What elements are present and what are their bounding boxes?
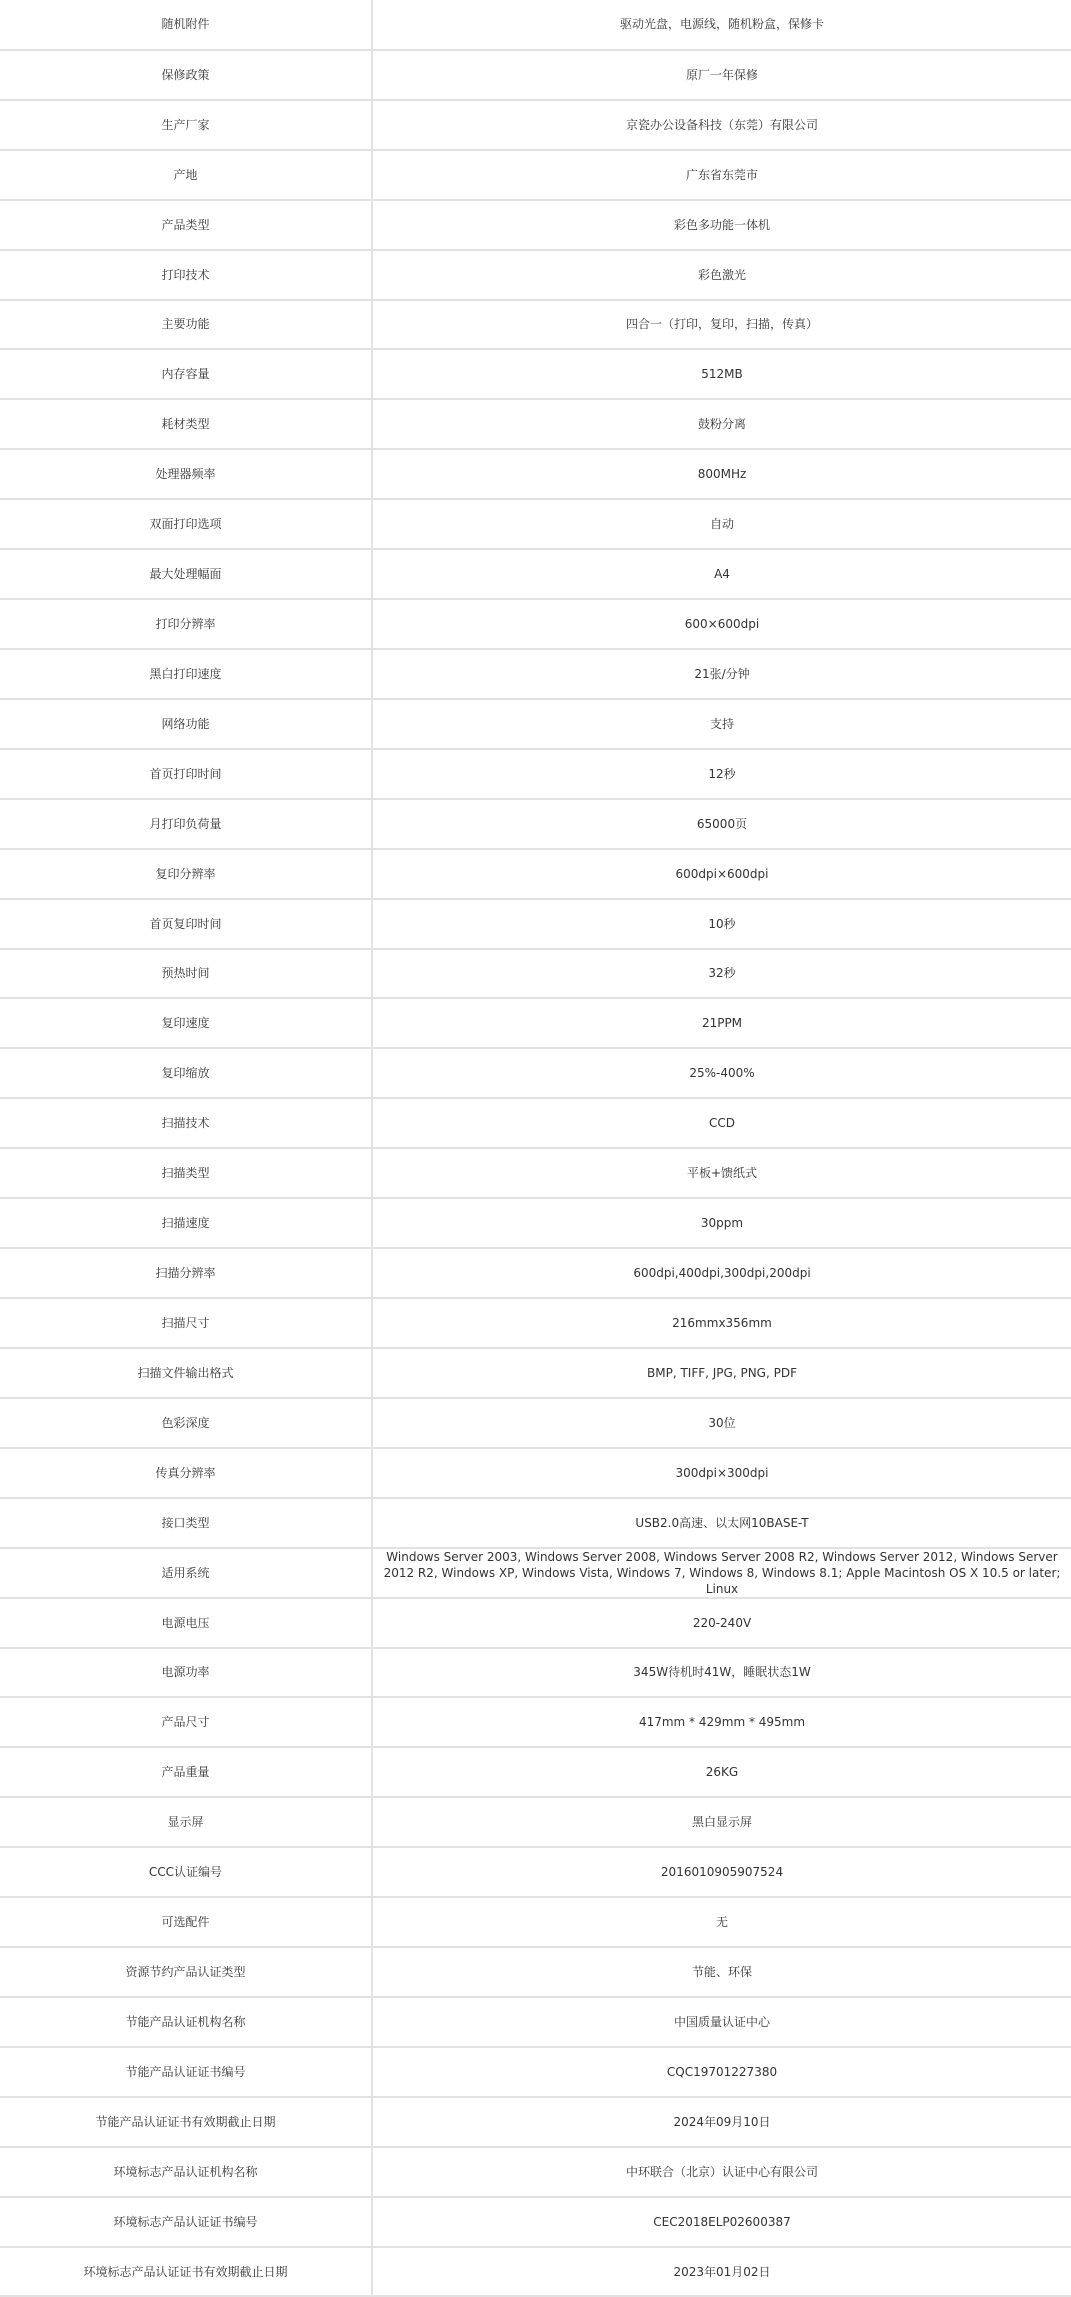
spec-label: 扫描技术 bbox=[0, 1098, 372, 1148]
spec-label: 扫描速度 bbox=[0, 1198, 372, 1248]
spec-row bbox=[0, 998, 1071, 1048]
spec-value: 800MHz bbox=[372, 449, 1071, 499]
spec-row bbox=[0, 1348, 1071, 1398]
spec-value: CQC19701227380 bbox=[372, 2047, 1071, 2097]
spec-label: 产品类型 bbox=[0, 200, 372, 250]
spec-value: 京瓷办公设备科技（东莞）有限公司 bbox=[372, 100, 1071, 150]
spec-value: 345W待机时41W，睡眠状态1W bbox=[372, 1648, 1071, 1698]
spec-value: 无 bbox=[372, 1897, 1071, 1947]
spec-label: 节能产品认证证书编号 bbox=[0, 2047, 372, 2097]
spec-value: BMP, TIFF, JPG, PNG, PDF bbox=[372, 1348, 1071, 1398]
spec-label: 节能产品认证机构名称 bbox=[0, 1997, 372, 2047]
spec-value: 支持 bbox=[372, 699, 1071, 749]
spec-row bbox=[0, 200, 1071, 250]
spec-value: 21张/分钟 bbox=[372, 649, 1071, 699]
spec-label: 主要功能 bbox=[0, 300, 372, 350]
spec-label: 首页打印时间 bbox=[0, 749, 372, 799]
spec-label: 复印分辨率 bbox=[0, 849, 372, 899]
spec-label: 显示屏 bbox=[0, 1797, 372, 1847]
spec-label: 预热时间 bbox=[0, 949, 372, 999]
spec-value: 四合一（打印，复印，扫描，传真） bbox=[372, 300, 1071, 350]
spec-label: 内存容量 bbox=[0, 349, 372, 399]
spec-row bbox=[0, 949, 1071, 999]
spec-row bbox=[0, 699, 1071, 749]
spec-value: 2024年09月10日 bbox=[372, 2097, 1071, 2147]
spec-label: 保修政策 bbox=[0, 50, 372, 100]
spec-row bbox=[0, 1697, 1071, 1747]
spec-label: 扫描类型 bbox=[0, 1148, 372, 1198]
spec-row bbox=[0, 1148, 1071, 1198]
spec-row bbox=[0, 1897, 1071, 1947]
spec-row bbox=[0, 50, 1071, 100]
spec-value: 中环联合（北京）认证中心有限公司 bbox=[372, 2147, 1071, 2197]
spec-row bbox=[0, 349, 1071, 399]
spec-row bbox=[0, 1947, 1071, 1997]
spec-value: CCD bbox=[372, 1098, 1071, 1148]
spec-value: 220-240V bbox=[372, 1598, 1071, 1648]
spec-value: 广东省东莞市 bbox=[372, 150, 1071, 200]
spec-label: CCC认证编号 bbox=[0, 1847, 372, 1897]
spec-value: 自动 bbox=[372, 499, 1071, 549]
spec-value: 12秒 bbox=[372, 749, 1071, 799]
spec-label: 打印技术 bbox=[0, 250, 372, 300]
spec-row bbox=[0, 2047, 1071, 2097]
spec-value: 2023年01月02日 bbox=[372, 2247, 1071, 2297]
spec-label: 生产厂家 bbox=[0, 100, 372, 150]
spec-row bbox=[0, 899, 1071, 949]
spec-value: 216mmx356mm bbox=[372, 1298, 1071, 1348]
spec-row bbox=[0, 2097, 1071, 2147]
spec-label: 黑白打印速度 bbox=[0, 649, 372, 699]
spec-value: 黑白显示屏 bbox=[372, 1797, 1071, 1847]
spec-value: 原厂一年保修 bbox=[372, 50, 1071, 100]
spec-value: 30位 bbox=[372, 1398, 1071, 1448]
spec-row bbox=[0, 250, 1071, 300]
spec-label: 适用系统 bbox=[0, 1548, 372, 1598]
spec-value: 21PPM bbox=[372, 998, 1071, 1048]
spec-value: A4 bbox=[372, 549, 1071, 599]
spec-row bbox=[0, 1847, 1071, 1897]
spec-value: 600dpi,400dpi,300dpi,200dpi bbox=[372, 1248, 1071, 1298]
spec-value: 65000页 bbox=[372, 799, 1071, 849]
spec-label: 扫描尺寸 bbox=[0, 1298, 372, 1348]
spec-value: 512MB bbox=[372, 349, 1071, 399]
spec-value: 300dpi×300dpi bbox=[372, 1448, 1071, 1498]
spec-row bbox=[0, 849, 1071, 899]
spec-label: 色彩深度 bbox=[0, 1398, 372, 1448]
spec-row bbox=[0, 0, 1071, 50]
spec-row bbox=[0, 2147, 1071, 2197]
spec-value: 彩色激光 bbox=[372, 250, 1071, 300]
spec-row bbox=[0, 549, 1071, 599]
spec-label: 资源节约产品认证类型 bbox=[0, 1947, 372, 1997]
spec-value: 平板+馈纸式 bbox=[372, 1148, 1071, 1198]
spec-row bbox=[0, 1498, 1071, 1548]
spec-row bbox=[0, 399, 1071, 449]
spec-value: 32秒 bbox=[372, 949, 1071, 999]
spec-row bbox=[0, 2197, 1071, 2247]
spec-value: 彩色多功能一体机 bbox=[372, 200, 1071, 250]
spec-row bbox=[0, 799, 1071, 849]
spec-row bbox=[0, 300, 1071, 350]
spec-label: 月打印负荷量 bbox=[0, 799, 372, 849]
spec-row bbox=[0, 1248, 1071, 1298]
spec-label: 接口类型 bbox=[0, 1498, 372, 1548]
spec-row bbox=[0, 2247, 1071, 2297]
spec-label: 扫描文件输出格式 bbox=[0, 1348, 372, 1398]
spec-row bbox=[0, 1797, 1071, 1847]
spec-value: 中国质量认证中心 bbox=[372, 1997, 1071, 2047]
spec-value: 600dpi×600dpi bbox=[372, 849, 1071, 899]
spec-row bbox=[0, 1398, 1071, 1448]
spec-row bbox=[0, 1048, 1071, 1098]
spec-label: 复印速度 bbox=[0, 998, 372, 1048]
spec-row bbox=[0, 1997, 1071, 2047]
spec-label: 随机附件 bbox=[0, 0, 372, 50]
spec-label: 电源电压 bbox=[0, 1598, 372, 1648]
spec-value: Windows Server 2003, Windows Server 2008, Windows Server 2008 R2, Windows Server 2012, Windows Server 2012 R2, Windows XP, Windows Vista, Windows 7, Windows 8, Windows 8.1; Apple Macintosh OS X 10.5 or later; Linux bbox=[372, 1548, 1071, 1598]
spec-label: 环境标志产品认证证书有效期截止日期 bbox=[0, 2247, 372, 2297]
spec-value: 26KG bbox=[372, 1747, 1071, 1797]
spec-label: 最大处理幅面 bbox=[0, 549, 372, 599]
spec-label: 传真分辨率 bbox=[0, 1448, 372, 1498]
spec-label: 产品重量 bbox=[0, 1747, 372, 1797]
spec-label: 节能产品认证证书有效期截止日期 bbox=[0, 2097, 372, 2147]
spec-row bbox=[0, 1298, 1071, 1348]
spec-row bbox=[0, 1198, 1071, 1248]
spec-row bbox=[0, 1548, 1071, 1598]
spec-label: 双面打印选项 bbox=[0, 499, 372, 549]
spec-label: 环境标志产品认证机构名称 bbox=[0, 2147, 372, 2197]
spec-value: CEC2018ELP02600387 bbox=[372, 2197, 1071, 2247]
spec-row bbox=[0, 499, 1071, 549]
spec-label: 首页复印时间 bbox=[0, 899, 372, 949]
spec-label: 耗材类型 bbox=[0, 399, 372, 449]
spec-value: 鼓粉分离 bbox=[372, 399, 1071, 449]
spec-value: USB2.0高速、以太网10BASE-T bbox=[372, 1498, 1071, 1548]
spec-label: 复印缩放 bbox=[0, 1048, 372, 1098]
spec-row bbox=[0, 1448, 1071, 1498]
spec-label: 产品尺寸 bbox=[0, 1697, 372, 1747]
spec-label: 处理器频率 bbox=[0, 449, 372, 499]
spec-label: 产地 bbox=[0, 150, 372, 200]
spec-row bbox=[0, 1747, 1071, 1797]
spec-row bbox=[0, 150, 1071, 200]
spec-label: 打印分辨率 bbox=[0, 599, 372, 649]
spec-row bbox=[0, 100, 1071, 150]
spec-row bbox=[0, 1098, 1071, 1148]
spec-label: 可选配件 bbox=[0, 1897, 372, 1947]
spec-row bbox=[0, 599, 1071, 649]
spec-row bbox=[0, 1598, 1071, 1648]
spec-label: 网络功能 bbox=[0, 699, 372, 749]
spec-value: 30ppm bbox=[372, 1198, 1071, 1248]
spec-value: 600×600dpi bbox=[372, 599, 1071, 649]
spec-label: 电源功率 bbox=[0, 1648, 372, 1698]
spec-value: 10秒 bbox=[372, 899, 1071, 949]
spec-label: 扫描分辨率 bbox=[0, 1248, 372, 1298]
spec-row bbox=[0, 749, 1071, 799]
spec-value: 25%-400% bbox=[372, 1048, 1071, 1098]
spec-value: 驱动光盘，电源线，随机粉盒，保修卡 bbox=[372, 0, 1071, 50]
spec-row bbox=[0, 1648, 1071, 1698]
spec-row bbox=[0, 649, 1071, 699]
spec-value: 节能、环保 bbox=[372, 1947, 1071, 1997]
spec-row bbox=[0, 449, 1071, 499]
spec-value: 417mm * 429mm * 495mm bbox=[372, 1697, 1071, 1747]
spec-value: 2016010905907524 bbox=[372, 1847, 1071, 1897]
spec-label: 环境标志产品认证证书编号 bbox=[0, 2197, 372, 2247]
